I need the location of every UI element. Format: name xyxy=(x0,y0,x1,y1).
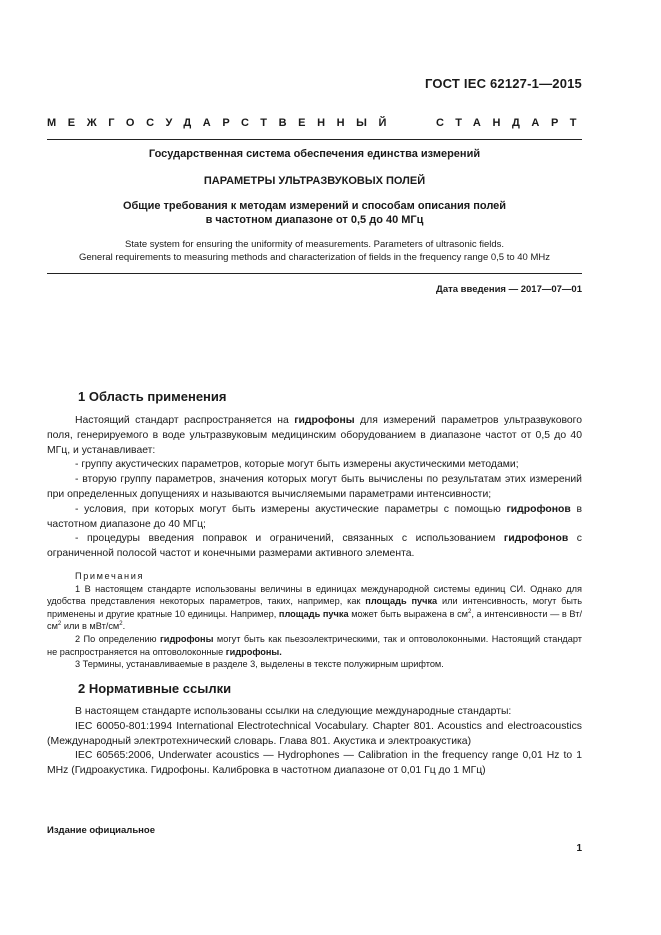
header-rule xyxy=(47,139,582,140)
page-number: 1 xyxy=(576,843,582,854)
main-title: ПАРАМЕТРЫ УЛЬТРАЗВУКОВЫХ ПОЛЕЙ xyxy=(203,175,426,187)
document-code: ГОСТ IEC 62127-1—2015 xyxy=(424,76,582,91)
general-title-line2: в частотном диапазоне от 0,5 до 40 МГц xyxy=(205,214,424,226)
note-item: 2 По определению гидрофоны могут быть как пьезоэлектрическими, так и оптоволоконными. Настоящий стандарт не распространяется на оптоволоконные гидрофоны. xyxy=(47,633,582,657)
introduction-date: Дата введения — 2017—07—01 xyxy=(436,284,582,295)
section2-title: 2 Нормативные ссылки xyxy=(78,681,232,696)
general-title xyxy=(47,199,582,227)
interstate-heading: МЕЖГОСУДАРСТВЕННЫЙ xyxy=(47,117,399,129)
general-title-line1: Общие требования к методам измерений и способам описания полей xyxy=(122,200,507,212)
notes-heading: Примечания xyxy=(75,571,145,581)
section2-paragraph: В настоящем стандарте использованы ссылки на следующие международные стандарты: xyxy=(75,706,512,717)
title-rule xyxy=(47,273,582,274)
english-title-line1: State system for ensuring the uniformity of measurements. Parameters of ultrasonic fields. xyxy=(124,239,505,250)
section1-body xyxy=(47,414,582,562)
section1-notes xyxy=(47,570,582,671)
list-item: - вторую группу параметров, значения которых могут быть вычислены по результатам этих измерений при определенных допущениях и называются вычисляемыми параметрами интенсивности; xyxy=(47,474,582,500)
note-item: 3 Термины, устанавливаемые в разделе 3, выделены в тексте полужирным шрифтом. xyxy=(75,659,444,670)
list-item: - группу акустических параметров, которые могут быть измерены акустическими методами; xyxy=(75,459,519,471)
standard-heading: СТАНДАРТ xyxy=(436,117,589,129)
section1-title: 1 Область применения xyxy=(78,389,227,404)
note-item: 1 В настоящем стандарте использованы величины в единицах международной системы единиц СИ. Однако для удобства представления некоторых параметров, таких, например, как площадь пучка или интенсивность, могут быть применены и другие кратные 10 единицы. Например, площадь пучка может быть выражена в $см^2$, а интенсивности — в $Вт/см^2$ или в мВт/$см^2$. xyxy=(47,583,583,632)
english-title-line2: General requirements to measuring methods and characterization of fields in the frequency range 0,5 to 40 MHz xyxy=(78,252,551,263)
list-item: - процедуры введения поправок и ограничений, связанных с использованием гидрофонов с ограниченной полосой частот и конечными размерами активного элемента. xyxy=(47,533,582,560)
list-item: - условия, при которых могут быть измерены акустические параметры с помощью гидрофонов в частотном диапазоне до 40 МГц; xyxy=(47,503,582,530)
official-edition-label: Издание официальное xyxy=(47,825,155,836)
reference-item: IEC 60050-801:1994 International Electrotechnical Vocabulary. Chapter 801. Acoustics and electroacoustics (Международный электротехнический словарь. Глава 801. Акустика и электроакустика) xyxy=(47,720,582,747)
english-title xyxy=(47,238,582,264)
reference-item: IEC 60565:2006, Underwater acoustics — Hydrophones — Calibration in the frequency range 0,01 Hz to 1 MHz (Гидроакустика. Гидрофоны. Калибровка в частотном диапазоне от 0,01 Гц до 1 МГц) xyxy=(47,750,582,777)
section1-paragraph: Настоящий стандарт распространяется на гидрофоны для измерений параметров ультразвукового поля, генерируемого в воде ультразвуковым медицинским оборудованием в диапазоне частот от 0,5 до 40 МГц, и устанавливает: xyxy=(47,415,582,456)
system-title: Государственная система обеспечения единства измерений xyxy=(148,148,481,160)
section2-body xyxy=(47,705,582,779)
